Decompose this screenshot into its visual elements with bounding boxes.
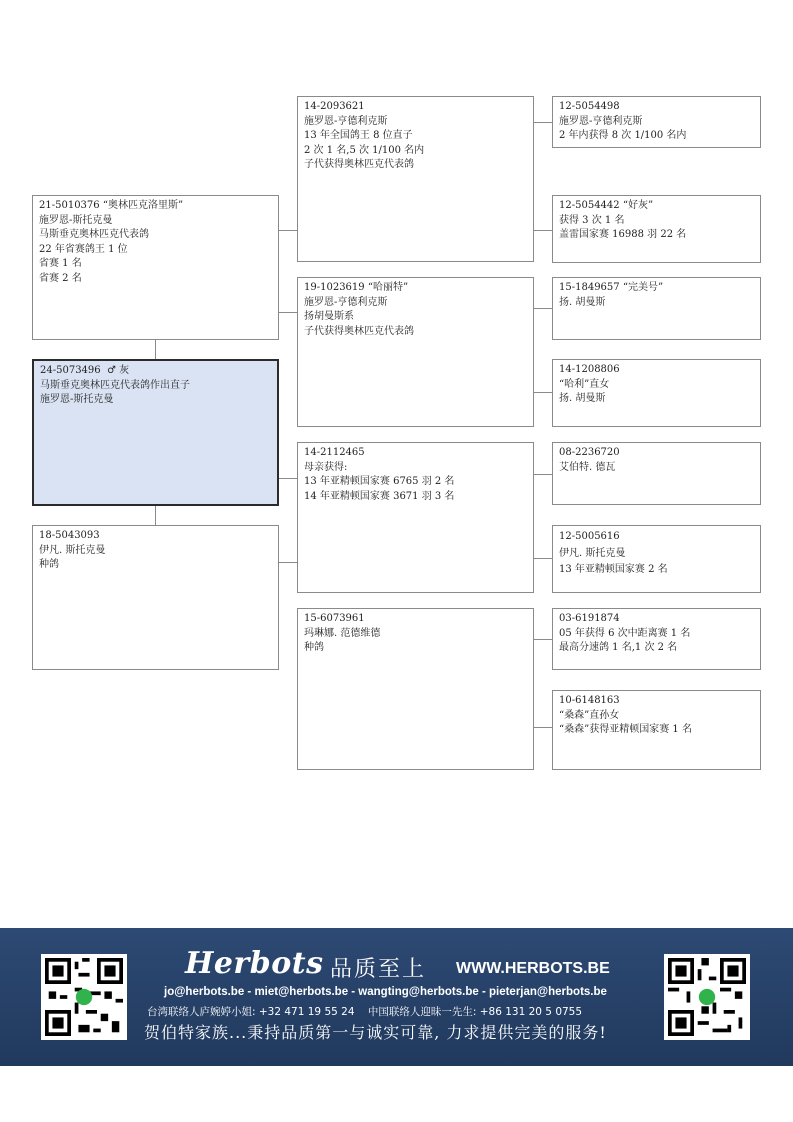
card-header: 14-2093621 bbox=[304, 101, 365, 112]
card-line: 种鸽 bbox=[304, 642, 324, 654]
card-line: 盖雷国家赛 16988 羽 22 名 bbox=[559, 229, 687, 241]
card-line: 子代获得奥林匹克代表鸽 bbox=[304, 325, 414, 337]
card-header: 03-6191874 bbox=[559, 613, 620, 624]
sire-card bbox=[32, 195, 279, 340]
card-line: 获得 3 次 1 名 bbox=[559, 214, 625, 226]
gen3-card bbox=[552, 690, 761, 770]
footer-banner bbox=[0, 928, 793, 1066]
card-header: 08-2236720 bbox=[559, 447, 620, 458]
card-line: 母亲获得: bbox=[304, 461, 348, 473]
subject-header: 24-5073496 ♂ 灰 bbox=[40, 365, 130, 376]
dam-line: 种鸽 bbox=[39, 559, 59, 571]
gen3-card bbox=[552, 96, 761, 148]
connector bbox=[278, 312, 297, 313]
connector bbox=[533, 308, 552, 309]
connector bbox=[533, 230, 552, 231]
card-header: 12-5005616 bbox=[559, 531, 620, 542]
connector bbox=[533, 639, 552, 640]
card-line: 13 年亚精顿国家赛 6765 羽 2 名 bbox=[304, 476, 455, 488]
card-header: 12-5054442 “好灰” bbox=[559, 200, 654, 211]
sire-line: 施罗恩-斯托克曼 bbox=[39, 214, 113, 226]
subject-card bbox=[32, 359, 279, 506]
card-line: 13 年全国鸽王 8 位直子 bbox=[304, 130, 413, 142]
connector bbox=[533, 558, 552, 559]
dam-dam-card bbox=[297, 608, 534, 770]
card-line: “哈利”直女 bbox=[559, 378, 610, 390]
gen3-card bbox=[552, 359, 761, 427]
contact-taiwan: 台湾联络人庐婉婷小姐: +32 471 19 55 24 bbox=[147, 1006, 355, 1018]
gen3-card bbox=[552, 195, 761, 263]
subject-line: 施罗恩-斯托克曼 bbox=[40, 394, 114, 406]
dam-card bbox=[32, 525, 279, 670]
card-line: 05 年获得 6 次中距离赛 1 名 bbox=[559, 627, 691, 639]
card-header: 14-1208806 bbox=[559, 364, 620, 375]
connector bbox=[155, 505, 156, 525]
connector bbox=[533, 122, 552, 123]
card-header: 15-6073961 bbox=[304, 613, 365, 624]
sire-line: 22 年省赛鸽王 1 位 bbox=[39, 243, 128, 255]
connector bbox=[533, 727, 552, 728]
card-line: 14 年亚精顿国家赛 3671 羽 3 名 bbox=[304, 490, 455, 502]
connector bbox=[155, 339, 156, 360]
card-line: 子代获得奥林匹克代表鸽 bbox=[304, 159, 414, 171]
gen3-card bbox=[552, 608, 761, 670]
qr-code-line[interactable] bbox=[41, 954, 127, 1040]
card-line: 2 次 1 名,5 次 1/100 名内 bbox=[304, 144, 425, 156]
connector bbox=[278, 478, 297, 479]
line-icon bbox=[76, 989, 92, 1005]
qr-icon bbox=[45, 958, 123, 1036]
wechat-icon bbox=[699, 989, 715, 1005]
card-line: 13 年亚精顿国家赛 2 名 bbox=[559, 564, 668, 575]
sire-header: 21-5010376 “奥林匹克洛里斯” bbox=[39, 200, 184, 211]
connector bbox=[278, 230, 297, 231]
sire-line: 省赛 2 名 bbox=[39, 272, 82, 284]
card-line: 扬. 胡曼斯 bbox=[559, 393, 606, 405]
card-line: 2 年内获得 8 次 1/100 名内 bbox=[559, 130, 687, 142]
card-line: “桑森”获得亚精顿国家赛 1 名 bbox=[559, 724, 692, 736]
card-header: 10-6148163 bbox=[559, 695, 620, 706]
gen3-card bbox=[552, 442, 761, 505]
sire-line: 马斯垂克奥林匹克代表鸽 bbox=[39, 229, 149, 241]
contact-line bbox=[147, 1004, 592, 1019]
card-line: 伊凡. 斯托克曼 bbox=[559, 547, 626, 559]
card-line: 玛琳娜. 范德维德 bbox=[304, 627, 381, 639]
card-line: 施罗恩-亨德利克斯 bbox=[304, 296, 388, 308]
gen3-card bbox=[552, 525, 761, 593]
subject-line: 马斯垂克奥林匹克代表鸽作出直子 bbox=[40, 379, 190, 391]
card-header: 14-2112465 bbox=[304, 447, 365, 458]
sire-sire-card bbox=[297, 96, 534, 262]
qr-icon bbox=[668, 958, 746, 1036]
connector bbox=[278, 562, 297, 563]
card-line: 扬. 胡曼斯 bbox=[559, 296, 606, 308]
contact-china: 中国联络人迎昧一先生: +86 131 20 5 0755 bbox=[367, 1006, 583, 1018]
card-line: 艾伯特. 德瓦 bbox=[559, 461, 616, 473]
email-list[interactable]: jo@herbots.be - miet@herbots.be - wangting@herbots.be - pieterjan@herbots.be bbox=[164, 986, 607, 998]
card-line: 施罗恩-亨德利克斯 bbox=[559, 115, 643, 127]
card-line: 最高分速鸽 1 名,1 次 2 名 bbox=[559, 642, 678, 654]
brand-logo: Herbots bbox=[185, 946, 324, 981]
connector bbox=[533, 474, 552, 475]
dam-line: 伊凡. 斯托克曼 bbox=[39, 544, 106, 556]
card-header: 12-5054498 bbox=[559, 101, 620, 112]
sire-dam-card bbox=[297, 277, 534, 427]
motto-text: 贺伯特家族...秉持品质第一与诚实可靠, 力求提供完美的服务! bbox=[144, 1023, 607, 1042]
qr-code-wechat[interactable] bbox=[664, 954, 750, 1040]
card-header: 15-1849657 “完美号” bbox=[559, 282, 664, 293]
card-header: 19-1023619 “哈丽特” bbox=[304, 282, 409, 293]
card-line: 扬胡曼斯系 bbox=[304, 311, 354, 323]
sire-line: 省赛 1 名 bbox=[39, 258, 82, 270]
male-symbol-icon: ♂ bbox=[107, 365, 116, 376]
brand-slogan: 品质至上 bbox=[330, 957, 427, 982]
card-line: 施罗恩-亨德利克斯 bbox=[304, 115, 388, 127]
connector bbox=[533, 392, 552, 393]
dam-sire-card bbox=[297, 442, 534, 593]
website-link[interactable]: WWW.HERBOTS.BE bbox=[456, 960, 610, 977]
dam-header: 18-5043093 bbox=[39, 530, 100, 541]
gen3-card bbox=[552, 277, 761, 340]
card-line: “桑森”直孙女 bbox=[559, 709, 620, 721]
